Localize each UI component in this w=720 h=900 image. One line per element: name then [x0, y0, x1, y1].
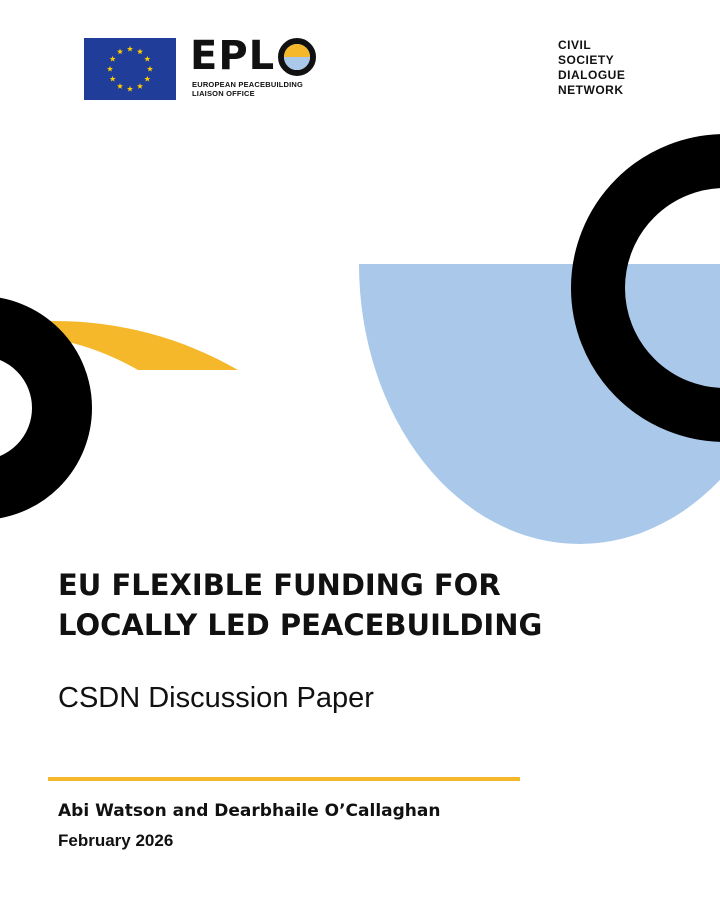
black-ring-left	[0, 326, 62, 490]
publication-date: February 2026	[58, 831, 174, 850]
page-title: EU FLEXIBLE FUNDING FOR LOCALLY LED PEACEBUILDING	[58, 568, 543, 642]
eu-flag-icon	[84, 38, 176, 100]
cover-artwork	[0, 120, 720, 560]
eplo-subtitle: EUROPEAN PEACEBUILDING LIAISON OFFICE	[192, 80, 304, 98]
divider	[48, 777, 520, 781]
eplo-o-emblem-icon	[278, 38, 316, 76]
page-subtitle: CSDN Discussion Paper	[58, 682, 374, 714]
eplo-logo	[190, 34, 330, 104]
authors: Abi Watson and Dearbhaile O’Callaghan	[58, 801, 441, 821]
header	[0, 0, 720, 120]
eplo-wordmark: EPL	[190, 33, 276, 79]
network-name: CIVIL SOCIETY DIALOGUE NETWORK	[558, 38, 626, 97]
